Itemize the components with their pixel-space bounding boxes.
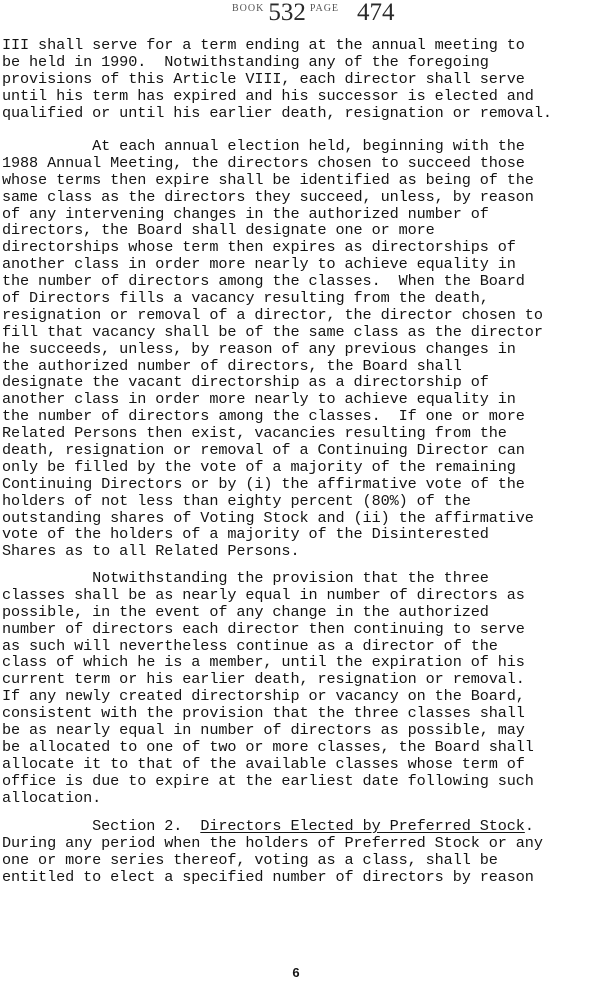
- text-line: the authorized number of directors, the Board shall: [2, 356, 462, 375]
- text-line: Continuing Directors or by (i) the affirmative vote of the: [2, 474, 525, 493]
- text-line: be held in 1990. Notwithstanding any of the foregoing: [2, 52, 489, 71]
- text-line: same class as the directors they succeed, unless, by reason: [2, 187, 534, 206]
- text-line: as such will nevertheless continue as a director of the: [2, 636, 498, 655]
- text-line: vote of the holders of a majority of the Disinterested: [2, 525, 489, 544]
- text-line: III shall serve for a term ending at the annual meeting to: [2, 36, 525, 54]
- text-line: he succeeds, unless, by reason of any previous changes in: [2, 339, 516, 358]
- text-line: provisions of this Article VIII, each director shall serve: [2, 69, 525, 88]
- text-line: until his term has expired and his successor is elected and: [2, 86, 534, 105]
- text-line: directors, the Board shall designate one or more: [2, 221, 435, 240]
- text-line: 1988 Annual Meeting, the directors chosen to succeed those: [2, 153, 525, 172]
- paragraph-annual-election: [2, 138, 608, 560]
- book-label: BOOK: [232, 3, 265, 14]
- text-line: class of which he is a member, until the expiration of his: [2, 653, 525, 672]
- text-line: possible, in the event of any change in the authorized: [2, 602, 489, 621]
- text-line: another class in order more nearly to achieve equality in: [2, 390, 516, 409]
- page-footer-number: 6: [292, 965, 300, 980]
- text-line: At each annual election held, beginning with the: [2, 137, 525, 155]
- text-line: current term or his earlier death, resignation or removal.: [2, 670, 525, 689]
- text-line: qualified or until his earlier death, resignation or removal.: [2, 103, 552, 122]
- text-line: be as nearly equal in number of directors as possible, may: [2, 721, 525, 740]
- text-line: During any period when the holders of Preferred Stock or any: [2, 833, 543, 852]
- book-number: 532: [268, 0, 306, 26]
- text-line: Related Persons then exist, vacancies resulting from the: [2, 424, 507, 443]
- text-line: allocate it to that of the available classes whose term of: [2, 754, 525, 773]
- paragraph-notwithstanding: [2, 570, 608, 806]
- text-line: another class in order more nearly to achieve equality in: [2, 255, 516, 274]
- text-line: consistent with the provision that the three classes shall: [2, 704, 525, 723]
- text-line: holders of not less than eighty percent (80%) of the: [2, 491, 471, 510]
- text-line: the number of directors among the classes. When the Board: [2, 272, 525, 291]
- text-line: of Directors fills a vacancy resulting from the death,: [2, 289, 489, 308]
- paragraph-term-ending: [2, 37, 608, 121]
- text-line: resignation or removal of a director, the director chosen to: [2, 305, 543, 324]
- text-line: the number of directors among the classes. If one or more: [2, 407, 525, 426]
- text-line: be allocated to one of two or more classes, the Board shall: [2, 737, 534, 756]
- section-2-heading-line: [2, 818, 608, 835]
- page-label: PAGE: [309, 3, 340, 14]
- text-line: number of directors each director then continuing to serve: [2, 619, 525, 638]
- text-line: one or more series thereof, voting as a class, shall be: [2, 850, 498, 869]
- text-line: Shares as to all Related Persons.: [2, 542, 300, 561]
- text-line: of any intervening changes in the authorized number of: [2, 204, 489, 223]
- text-line: whose terms then expire shall be identified as being of the: [2, 170, 534, 189]
- text-line: designate the vacant directorship as a directorship of: [2, 373, 489, 392]
- text-line: outstanding shares of Voting Stock and (ii) the affirmative: [2, 508, 534, 527]
- text-line: classes shall be as nearly equal in number of directors as: [2, 585, 525, 604]
- section-2-directors-elected: [2, 818, 608, 886]
- section-2-heading: Directors Elected by Preferred Stock: [200, 817, 525, 835]
- text-line: office is due to expire at the earliest date following such: [2, 771, 534, 790]
- text-line: death, resignation or removal of a Continuing Director can: [2, 441, 525, 460]
- text-line: entitled to elect a specified number of directors by reason: [2, 867, 534, 886]
- text-line: Notwithstanding the provision that the three: [2, 569, 489, 587]
- text-line: fill that vacancy shall be of the same class as the director: [2, 322, 543, 341]
- page-number-stamp: 474: [357, 0, 395, 26]
- text-line: only be filled by the vote of a majority of the remaining: [2, 457, 516, 476]
- section-2-lead: Section 2.: [2, 817, 201, 835]
- recording-stamp: [232, 0, 395, 25]
- text-line: allocation.: [2, 788, 102, 807]
- text-line: directorships whose term then expires as directorships of: [2, 238, 516, 257]
- text-line: If any newly created directorship or vacancy on the Board,: [2, 687, 525, 706]
- section-2-heading-end: .: [524, 817, 534, 835]
